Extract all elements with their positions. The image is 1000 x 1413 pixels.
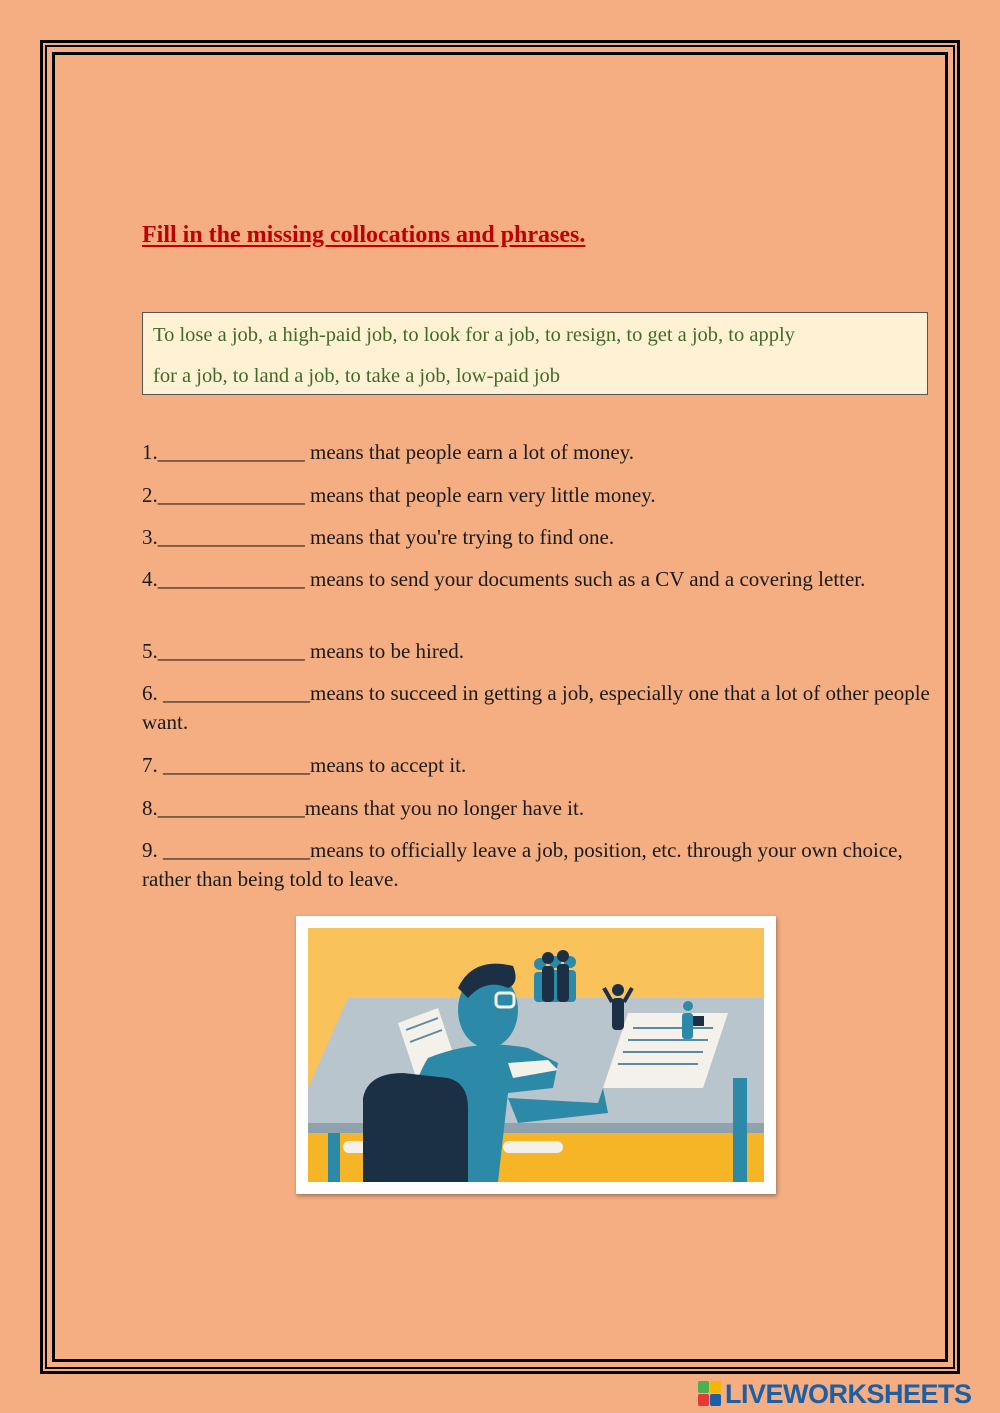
question-9: 9. ______________means to officially leave a job, position, etc. through your own choice, rather than being told to leave.	[142, 838, 903, 891]
question-1: 1.______________ means that people earn a lot of money.	[142, 440, 635, 464]
question-2: 2.______________ means that people earn very little money.	[142, 483, 656, 507]
liveworksheets-logo	[698, 1378, 972, 1410]
liveworksheets-logo-icon	[698, 1381, 722, 1407]
question-6: 6. ______________means to succeed in getting a job, especially one that a lot of other people want.	[142, 681, 930, 734]
question-3: 3.______________ means that you're trying to find one.	[142, 525, 615, 549]
job-search-illustration	[296, 916, 776, 1194]
recruiter-at-desk-illustration	[308, 928, 764, 1182]
question-7: 7. ______________means to accept it.	[142, 753, 467, 777]
worksheet-title: Fill in the missing collocations and phrases.	[142, 222, 586, 248]
liveworksheets-logo-text: LIVEWORKSHEETS	[725, 1378, 972, 1409]
question-8: 8.______________means that you no longer have it.	[142, 796, 585, 820]
word-bank-line-2: for a job, to land a job, to take a job, low-paid job	[153, 365, 561, 387]
question-4: 4.______________ means to send your documents such as a CV and a covering letter.	[142, 567, 866, 591]
question-5: 5.______________ means to be hired.	[142, 639, 464, 663]
word-bank	[142, 312, 928, 395]
word-bank-line-1: To lose a job, a high-paid job, to look for a job, to resign, to get a job, to apply	[153, 324, 795, 346]
